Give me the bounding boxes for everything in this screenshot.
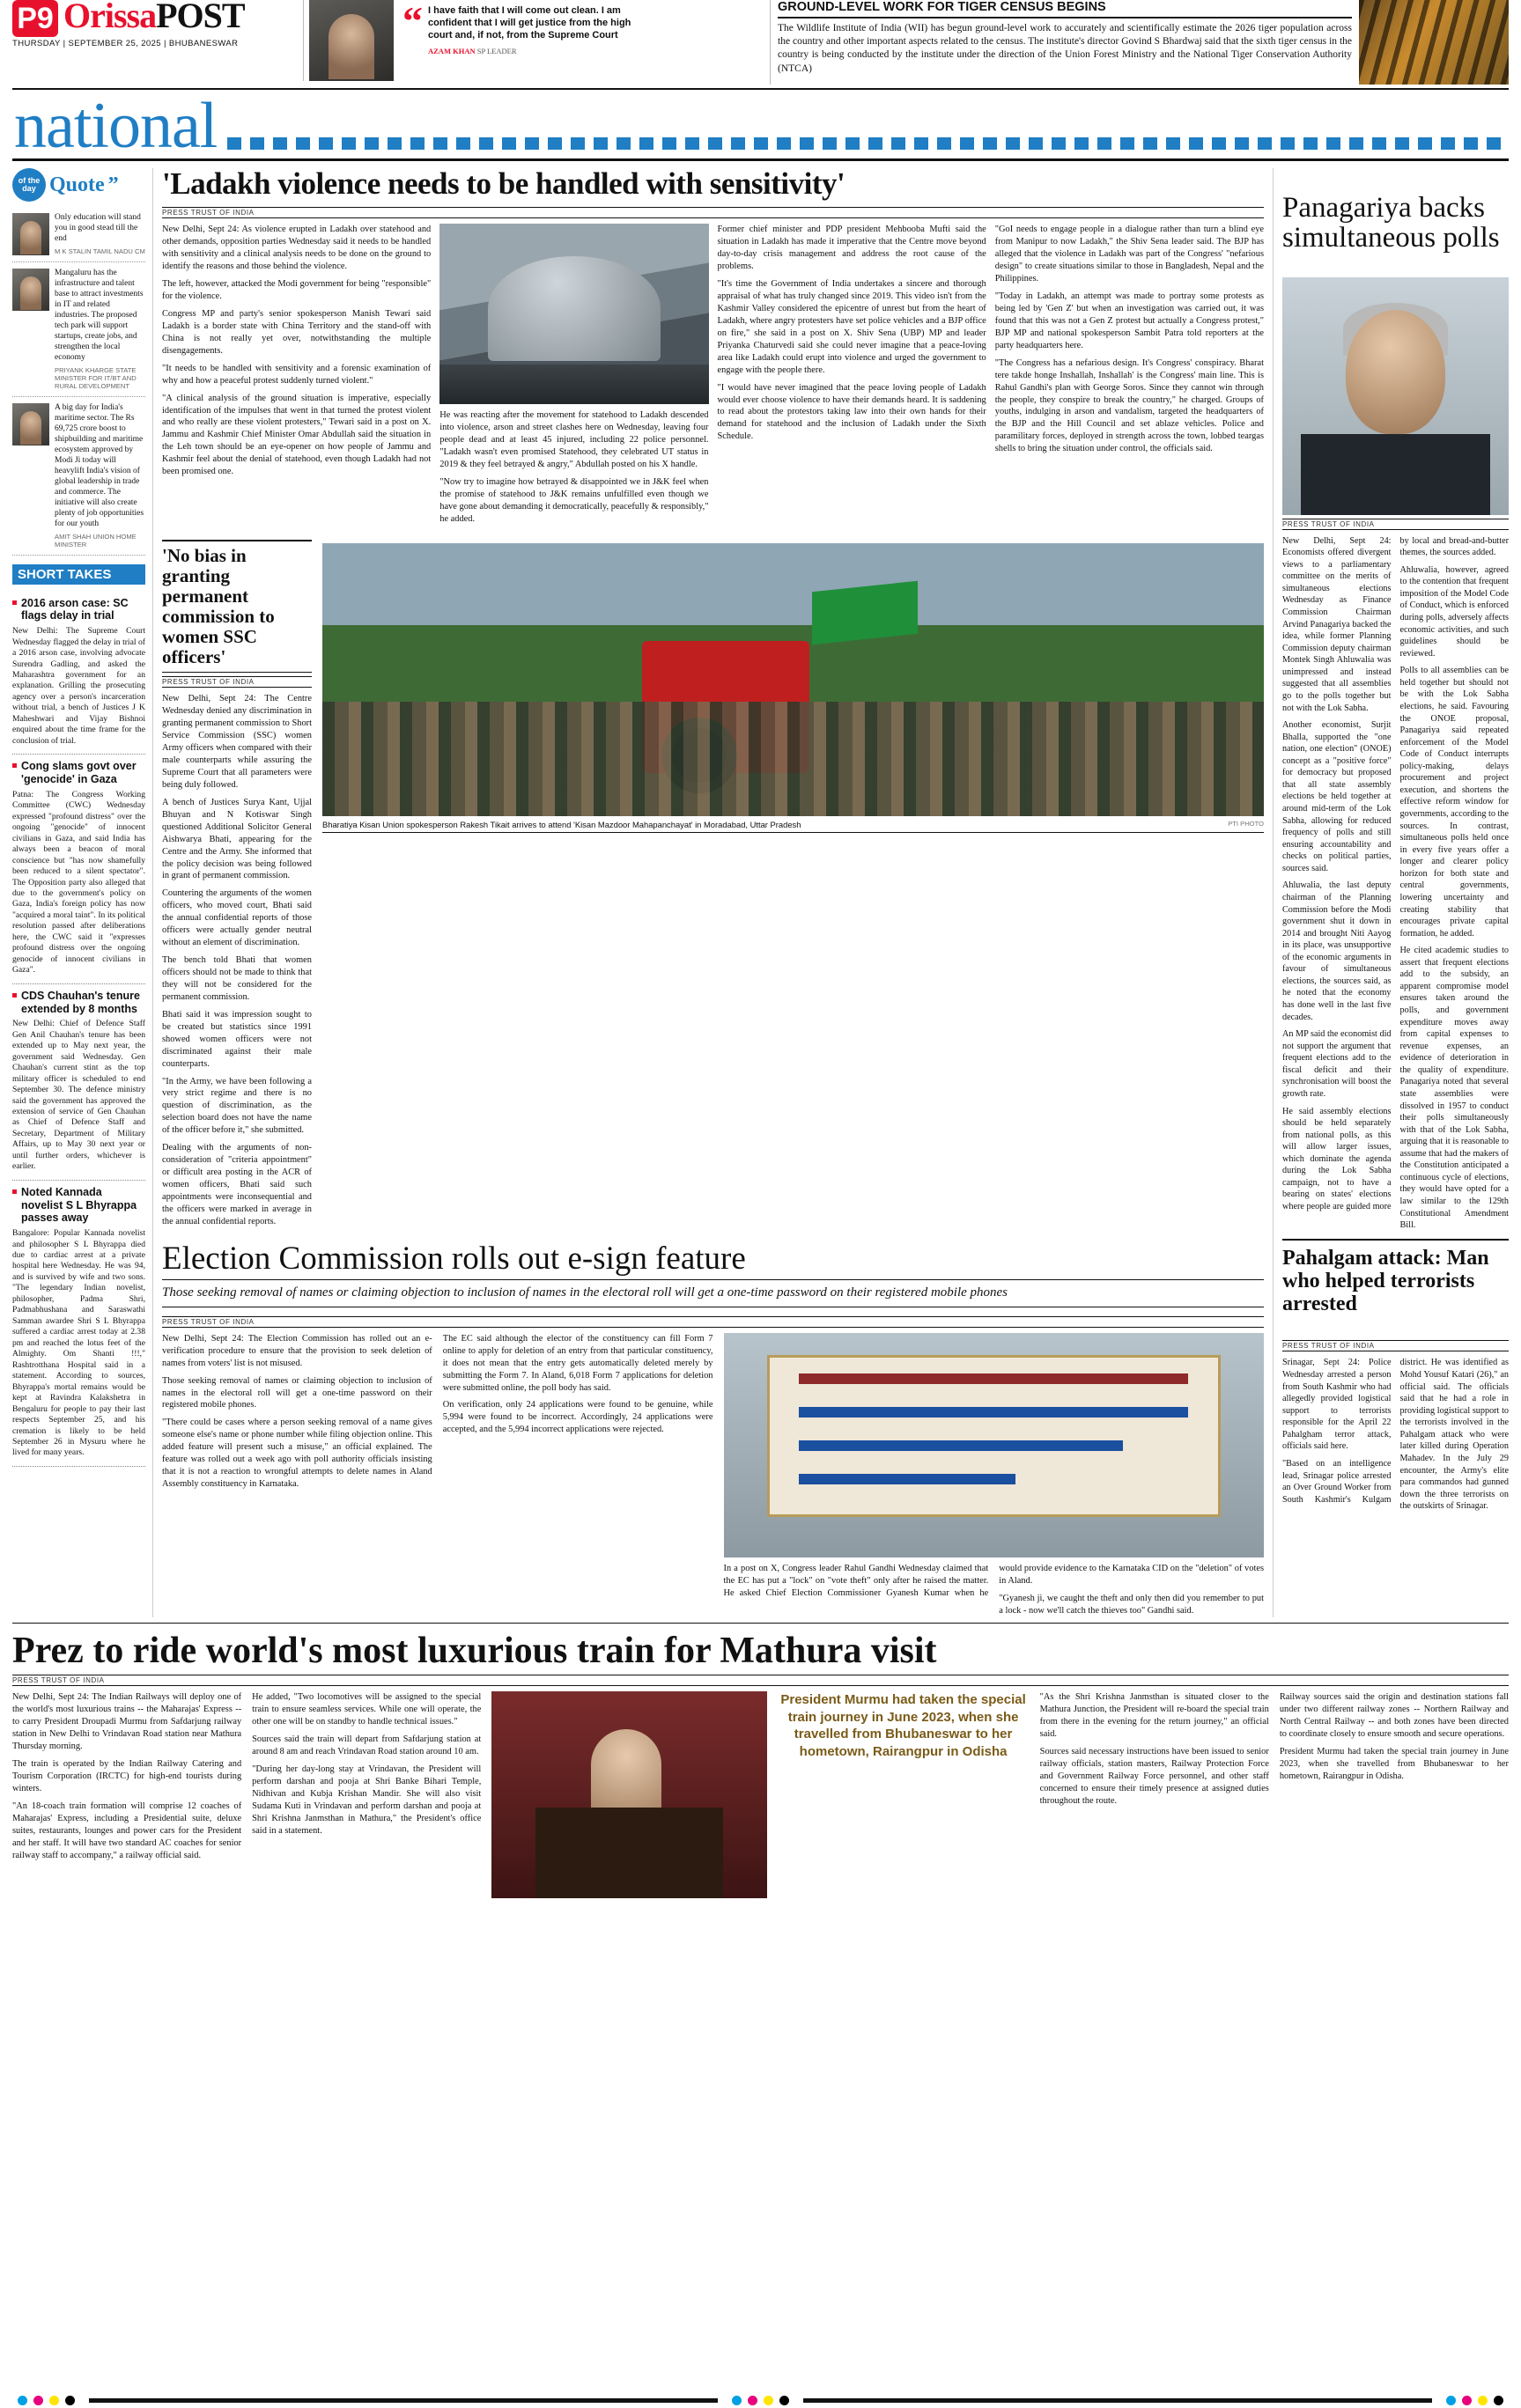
paragraph: Railway sources said the origin and destination stations fall under two different railway zones -- Northern Railway and North Central Railway -- and both zones have been directed to coordinate closely to ensure smooth and secure operations. [1279, 1692, 1509, 1740]
paragraph: "Gyanesh ji, we caught the theft and only then did you remember to put a lock - now we'll catch the thieves too" Gandhi said. [999, 1593, 1264, 1616]
ec-col-1 [162, 1333, 432, 1617]
quote-of-day-label1: of the [18, 175, 41, 185]
prez-col-1 [12, 1691, 241, 1898]
registration-dots-left [18, 2396, 75, 2405]
registration-bar [803, 2398, 1432, 2403]
paragraph: "In the Army, we have been following a very strict regime and there is no question of discrimination, as the selection board does not have the name of the officer before it," she submitted. [162, 1076, 312, 1136]
paragraph: New Delhi, Sept 24: Economists offered divergent views to a parliamentary committee on the merits of simultaneous elections Wednesday as Finance Commission Chairman Arvind Panagariya backed the idea, while former Planning Commission deputy chairman Montek Singh Ahluwalia was unimpressed and instead suggested that all assemblies go to the polls together but not with the Lok Sabha. [1282, 535, 1392, 713]
paragraph: "During her day-long stay at Vrindavan, the President will perform darshan and pooja at Shri Banke Bihari Temple, Nidhivan and Kubja Krishan Mandir. She will also visit Sudama Kuti in Vrindavan and perform darshan and pooja at Shri Krishna Janmsthan in Mathura," the President's office said in a statement. [252, 1764, 482, 1836]
publication-title-part2: POST [156, 0, 245, 35]
registration-bar [89, 2398, 718, 2403]
paragraph: "A clinical analysis of the ground situation is imperative, especially identification of the impulses that went in that turned the protest violent and who really are these violent protesters," Tewari said in a post on X. Jammu and Kashmir Chief Minister Omar Abdullah said the situation in the Leh town should be an eye-opener on how people of Jammu and Kashmir feel about the denial of statehood, even though Ladakh had not been promised one. [162, 393, 432, 477]
prez-story [12, 1623, 1509, 1899]
podium-shape [535, 1808, 722, 1898]
paragraph: He added, "Two locomotives will be assigned to the special train to ensure seamless services. While one will operate, the other one will be on standby to handle technical issues." [252, 1692, 482, 1727]
ssc-headline-box [162, 540, 312, 674]
cyan-dot-icon [732, 2396, 742, 2405]
ec-standfirst: Those seeking removal of names or claiming objection to inclusion of names in the electoral roll will get a one-time password on their registered mobile phones [162, 1279, 1264, 1307]
masthead-logo-block [12, 0, 303, 48]
prez-pullquote-block [778, 1691, 1030, 1898]
prez-byline: PRESS TRUST OF INDIA [12, 1675, 1509, 1686]
paragraph: "As the Shri Krishna Janmsthan is situated closer to the Mathura Junction, the President will re-board the special train from there in the evening for the return journey," an official said. [1039, 1692, 1269, 1740]
lead-story-body [162, 224, 1264, 530]
signboard-line-4 [799, 1474, 1015, 1484]
tiger-headline: GROUND-LEVEL WORK FOR TIGER CENSUS BEGINS [778, 0, 1352, 18]
divider [1282, 1239, 1509, 1241]
registration-dots-center [732, 2396, 789, 2405]
masthead-quote-attrib [428, 47, 639, 55]
quote-of-day-quotemark-icon: ” [107, 173, 119, 196]
signboard-line-2 [799, 1407, 1188, 1418]
tiger-census-box [770, 0, 1509, 85]
section-header [12, 90, 1509, 161]
tiger-body: The Wildlife Institute of India (WII) has begun ground-level work to accurately and scientifically estimate the 2026 tiger population across the country and other important aspects related to the census. The institute's director Govind S Bhardwaj said that the sixth tiger census in the country is being conducted by the institute under the direction of the Union Forest Ministry and the National Tiger Conservation Authority (NTCA) [778, 23, 1352, 74]
paragraph: New Delhi, Sept 24: The Indian Railways will deploy one of the world's most luxurious trains -- the Maharajas' Express -- to carry President Droupadi Murmu from Safdarjung railway station in New Delhi to Vrindavan Road station near Mathura Thursday morning. [12, 1692, 242, 1752]
paragraph: The train is operated by the Indian Railway Catering and Tourism Corporation (IRCTC) for high-end tourists during winters. [12, 1759, 242, 1793]
paragraph: Sources said necessary instructions have been issued to senior railway officials, station masters, Railway Protection Force and Government Railway Force personnel, and other staff concerned to ensure their timely presence at assigned duties throughout the route. [1039, 1747, 1269, 1806]
pahalgam-headline: Pahalgam attack: Man who helped terrorists arrested [1282, 1246, 1489, 1315]
ec-col-3 [724, 1563, 1265, 1617]
ssc-headline: 'No bias in granting permanent commission to women SSC officers' [162, 544, 275, 668]
ec-byline: PRESS TRUST OF INDIA [162, 1316, 1264, 1328]
tiger-photo [1359, 0, 1509, 85]
prez-col-4 [1040, 1691, 1269, 1898]
quote-source [55, 247, 145, 255]
avatar [12, 269, 49, 311]
short-takes-heading1: SHORT [18, 566, 64, 582]
masthead-quote-name: AZAM KHAN [428, 47, 476, 56]
paragraph: He was reacting after the movement for statehood to Ladakh descended into violence, arson and street clashes here on Wednesday, leaving four people dead and at least 45 injured, including 22 police personnel. "Ladakh wasn't even promised Statehood, they celebrated UT status in 2019 & they feel betrayed & angry," Abdullah posted on his X handle. [439, 410, 709, 470]
avatar [12, 213, 49, 255]
paragraph: "It's time the Government of India undertakes a sincere and thorough appraisal of what has truly changed since 2019. This video isn't from the Kashmir Valley considered the epicentre of unrest but from the heart of Ladakh, where angry protesters have set police vehicles and a BJP office on fire," she said in a post on X. Shiv Sena (UBP) MP and leader Priyanka Chaturvedi said she could never imagine that a peace-loving area like Ladakh could erupt into violence and urged the government to engage with the people there. [717, 279, 986, 375]
quote-of-day-label2: day [22, 184, 36, 194]
short-take-body: New Delhi: The Supreme Court Wednesday flagged the delay in trial of a 2016 arson case, involving advocate Surendra Gadling, and asked the Maharashtra government for an explanation. Grilling the prosecuting agency over a person's incarceration without trial, a bench of Justices J K Maheshwari and Vijay Bishnoi enquired about the time frame for the conclusion of trial. [12, 626, 145, 746]
lead-col-2 [439, 224, 708, 530]
short-takes-header [12, 564, 145, 585]
magenta-dot-icon [748, 2396, 757, 2405]
list-item [12, 1181, 145, 1467]
short-take-title: Noted Kannada novelist S L Bhyrappa passes away [12, 1186, 145, 1225]
short-take-title: 2016 arson case: SC flags delay in trial [12, 597, 145, 623]
short-take-body: New Delhi: Chief of Defence Staff Gen Anil Chauhan's tenure has been extended up to May next year, the government said Wednesday. Gen Chauhan's current stint as the top military officer is scheduled to end September 30. The defence ministry said the government has approved the extension of service of Gen Chauhan as Chief of Defence Staff and Secretary, Department of Military Affairs, up to May 30 next year or until further orders, whichever is earlier. [12, 1019, 145, 1172]
paragraph: Ahluwalia, however, agreed to the contention that frequent imposition of the Model Code of Conduct, which is enforced during polls, adversely affects economic activities, and such guidelines should be reviewed. [1399, 564, 1509, 659]
page-content [12, 168, 1509, 1616]
p9-logo: P9 [12, 0, 58, 37]
paragraph: "I would have never imagined that the peace loving people of Ladakh would ever choose violence to have their demands heard. It is saddening to read about the protestors taking law into their own hands for their demand for statehood and the inclusion of Ladakh under the Sixth Schedule. [717, 382, 986, 442]
masthead-dateline: THURSDAY | SEPTEMBER 25, 2025 | BHUBANESWAR [12, 39, 239, 48]
yellow-dot-icon [49, 2396, 59, 2405]
quote-of-day-header [12, 168, 145, 202]
center-column [153, 168, 1273, 1616]
paragraph: "Now try to imagine how betrayed & disappointed we in J&K feel when the promise of statehood to J&K remains unfulfilled even though we have gone about demanding it democratically, peacefully & responsibly," he added. [439, 477, 709, 524]
quote-of-day-word [49, 173, 105, 197]
short-take-body: Patna: The Congress Working Committee (CWC) Wednesday expressed "profound distress" over the ongoing "genocide" of innocent civilians in Gaza, and said India has always been a beacon of moral conscience but "has now shamefully been reduced to a silent spectator". The Opposition party also alleged that due to the government's policy on Gaza, India's foreign policy has now "acquired a moral taint". In its political resolution passed after deliberations here, the CWC said it "expresses profound distress over the ongoing genocide of innocent civilians in Gaza". [12, 789, 145, 976]
pahalgam-byline: PRESS TRUST OF INDIA [1282, 1340, 1509, 1351]
signboard-line-1 [799, 1373, 1188, 1384]
ec-col-2 [443, 1333, 713, 1617]
yellow-dot-icon [1478, 2396, 1488, 2405]
paragraph: New Delhi, Sept 24: The Election Commission has rolled out an e-verification procedure to ensure that the provision to seek deletion of names from voters' list is not misused. [162, 1333, 432, 1368]
paragraph: Srinagar, Sept 24: Police Wednesday arrested a person from South Kashmir who had allegedly provided logistical support to terrorists responsible for the April 22 Pahalgham terror attack, officials said here. [1282, 1358, 1392, 1452]
quote-text: Mangaluru has the infrastructure and talent base to attract investments in IT and related industries. The proposed tech park will support startups, create jobs, and strengthen the local economy [55, 269, 144, 363]
paragraph: Congress MP and party's senior spokesperson Manish Tewari said Ladakh is a border state with China Territory and the stand-off with China is not really yet over, notwithstanding the multiple disengagements. [162, 308, 432, 356]
paragraph: On verification, only 24 applications were found to be genuine, while 5,994 were found to be incorrect. Accordingly, 24 applications were accepted, and the 5,994 incorrect applications were rejected. [442, 1400, 713, 1435]
ssc-and-photo-row [162, 536, 1264, 1233]
right-rail [1273, 168, 1509, 1616]
paragraph: "GoI needs to engage people in a dialogue rather than turn a blind eye from Manipur to now Ladakh," the Shiv Sena leader said. The BJP has alleged that the violence in Ladakh was part of the Congress' "nefarious design" to create situations similar to those in Bangladesh, Nepal and the Philippines. [994, 225, 1264, 284]
cyan-dot-icon [1446, 2396, 1456, 2405]
black-dot-icon [65, 2396, 75, 2405]
registration-dots-right [1446, 2396, 1503, 2405]
paragraph: He said assembly elections should be held separately from national polls, as this will allow larger issues, which dominate the agenda during the Lok Sabha campaign, not to have a bearing on states' elections where people are guided more by local and bread-and-butter themes, the sources added. [1282, 535, 1509, 1212]
caption-text: Bharatiya Kisan Union spokesperson Rakesh Tikait arrives to attend 'Kisan Mazdoor Mahapanchayat' in Moradabad, Uttar Pradesh [322, 819, 801, 829]
paragraph: Sources said the train will depart from Safdarjung station at around 8 am and reach Vrindavan Road station around 10 am. [252, 1734, 482, 1757]
page-title: 'Ladakh violence needs to be handled with sensitivity' [162, 166, 845, 202]
masthead-quote-strip [303, 0, 770, 81]
ssc-body [162, 693, 312, 1227]
quote-text: A big day for India's maritime sector. The Rs 69,725 crore boost to shipbuilding and maritime ecosystem approved by Modi Ji today will heavylift India's vision of global leadership in trade and commerce. The initiative will also create plenty of job opportunities for our youth [55, 403, 144, 528]
crowd-shape [322, 702, 1264, 816]
publication-title-part1: Orissa [63, 0, 157, 35]
section-title: national [14, 90, 218, 162]
prez-col-5 [1280, 1691, 1509, 1898]
suit-shape [1301, 434, 1491, 515]
paragraph: Those seeking removal of names or claiming objection to inclusion of names in the electoral roll will get a one-time password on their registered mobile phones. [162, 1375, 432, 1410]
prez-photo-block [491, 1691, 766, 1898]
masthead [12, 0, 1509, 90]
ec-body-row [162, 1333, 1264, 1617]
prez-col-2 [252, 1691, 481, 1898]
quote-source [55, 533, 145, 549]
prez-body-row [12, 1691, 1509, 1898]
short-takes-heading2: TAKES [67, 566, 112, 582]
short-take-body: Bangalore: Popular Kannada novelist and philosopher S L Bhyrappa died due to cardiac arrest at a private hospital here Wednesday. He was 94, and is survived by wife and two sons. "The legendary Indian novelist, philosopher, Padma Shri, Padmabhushana and Saraswathi Samman awardee Shri S L Bhyrappa suffered a cardiac arrest today at 2.38 pm and reached the lotus feet of the Almighty. Om Shanti !!!," Rashtrotthana Hospital said in a statement. According to sources, Bhyrappa's mortal remains would be kept at Ravindra Kalakshetra in Bengaluru for people to pay their last respects September 25, and his cremation is likely to be held September 26 in Mysuru where he lived for many years. [12, 1228, 145, 1458]
paragraph: New Delhi, Sept 24: As violence erupted in Ladakh over statehood and other demands, opposition parties Wednesday said it needs to be handled with sensitivity and a clinical analysis needs to be done on the ground to identify the reasons and those behind the violence. [162, 225, 432, 272]
decorative-color-bar [227, 137, 1509, 150]
magenta-dot-icon [1462, 2396, 1472, 2405]
paragraph: The bench told Bhati that women officers should not be made to think that they will not be considered for the permanent commission. [162, 955, 312, 1002]
election-commission-signboard-photo [724, 1333, 1265, 1557]
prez-headline: Prez to ride world's most luxurious train for Mathura visit [12, 1630, 937, 1671]
list-item [12, 984, 145, 1181]
lead-col-1 [162, 224, 431, 530]
ssc-byline: PRESS TRUST OF INDIA [162, 676, 312, 688]
paragraph: "An 18-coach train formation will comprise 12 coaches of Maharajas' Express, including a Presidential suite, deluxe suites, restaurants, lounges and power cars for the President and her staff. It will have two standard AC coaches for senior railway staff to accompany," a railway official said. [12, 1800, 242, 1860]
black-dot-icon [779, 2396, 789, 2405]
paragraph: "Based on an intelligence lead, Srinagar police arrested an Over Ground Worker from South Kashmir's Kulgam district. He was identified as Mohd Yousuf Katari (26)," an official said. The officials said that he had a role in providing logistical support to the terrorists involved in the Pahalgam attack who were later killed during Operation Mahadev. In the July 29 encounter, the Army's elite para commandos had gunned down the three terrorists on the outskirts of Srinagar. [1282, 1358, 1509, 1512]
quote-source-role: UNION HOME MINISTER [55, 532, 137, 549]
paragraph: Former chief minister and PDP president Mehbooba Mufti said the situation in Ladakh has made it imperative that the Centre move beyond day-to-day crisis management and address the root cause of the problems. [717, 225, 986, 272]
masthead-quote-text: I have faith that I will come out clean. I am confident that I will get justice from the high court and, if not, from the Supreme Court [428, 5, 631, 41]
paragraph: "The Congress has a nefarious design. It's Congress' conspiracy. Bharat tere takde honge Inshallah, Inshallah' is the Congress' main line. This is Rahul Gandhi's plan with George Soros. Since they cannot win through the people, they conspire to break the country," he charged. Groups of youths, indulging in arson and vandalism, targeted the headquarters of the BJP and the Hill Council and set ablaze vehicles. Police and paramilitary forces, deployed in strength across the town, lobbed teargas shells to bring the situation under control, the officials said. [994, 357, 1264, 454]
lead-col-4 [995, 224, 1264, 530]
avatar [12, 403, 49, 446]
cyan-dot-icon [18, 2396, 27, 2405]
president-photo [491, 1691, 766, 1898]
quote-source-role: STATE MINISTER FOR IT/BT AND RURAL DEVELOPMENT [55, 366, 137, 391]
list-item [12, 207, 145, 262]
paragraph: The EC said although the elector of the constituency can fill Form 7 online to apply for deletion of an entry from that particular constituency, it does not mean that the entry gets automatically deleted merely by submitting the Form 7. In Aland, 6,018 Form 7 applications for deletion were submitted online, the poll body has said. [442, 1333, 713, 1393]
paragraph: "There could be cases where a person seeking removal of a name gives someone else's name or phone number while filing objection online. This added feature will present such a misuse," an official explained. The feature was rolled out a week ago with poll authority officials insisting that it is not a reaction to wrongful attempts to delete names in Aland Assembly constituency in Karnataka. [162, 1418, 432, 1490]
paragraph: Ahluwalia, the last deputy chairman of the Planning Commission before the Modi government shut it down in 2014 and brought Niti Aayog in its place, was unsupportive of the economic arguments in favour of simultaneous elections, the sources said, as he noted that the economy has done well in the last five decades. [1282, 880, 1392, 1022]
face-shape [1346, 310, 1445, 433]
quote-person-photo [309, 0, 394, 81]
paragraph: New Delhi, Sept 24: The Centre Wednesday denied any discrimination in granting permanent commission to Short Service Commission (SSC) women Army officers when compared with their male counterparts while assuring the Supreme Court that all parameters were being duly followed. [162, 694, 312, 790]
black-dot-icon [1494, 2396, 1503, 2405]
paragraph: "Today in Ladakh, an attempt was made to portray some protests as being led by 'Gen Z' but when an investigation was carried out, it was found that this was not a Gen Z protest but actually a Congress protest," BJP MP and national spokesperson Sambit Patra told reporters at the party headquarters here. [994, 291, 1264, 350]
magenta-dot-icon [33, 2396, 43, 2405]
tikait-photo-block [322, 536, 1264, 1233]
quote-source-name: AMIT SHAH [55, 532, 92, 541]
paragraph: Dealing with the arguments of non-consideration of "criteria appointment" or difficult area posting in the ACR of women officers, Bhati said such appointments were inconsequential and the officers were marked in average in the annual confidential reports. [162, 1143, 312, 1226]
short-take-title: Cong slams govt over 'genocide' in Gaza [12, 760, 145, 786]
masthead-quote-role: SP LEADER [476, 47, 517, 56]
ssc-story [162, 536, 312, 1233]
paragraph: Another economist, Surjit Bhalla, supported the "one nation, one election" (ONOE) concept as a "positive force" for democracy but proposed that all state assembly elections be held together at around mid-term of the Lok Sabha, allowing for reduced frequency of polls and still ensuring accountability and checks on political parties, sources said. [1282, 720, 1392, 873]
quote-mark-icon: “ [402, 0, 423, 43]
paragraph: Bhati said it was impression sought to be created but statistics since 1991 showed women officers were not discriminated against their male counterparts. [162, 1009, 312, 1069]
photo-caption [322, 816, 1264, 833]
photo-credit: PTI PHOTO [1228, 819, 1264, 828]
print-registration-footer [0, 2392, 1521, 2408]
left-rail [12, 168, 153, 1616]
paragraph: The left, however, attacked the Modi government for being "responsible" for the violence. [162, 279, 432, 302]
quote-text: Only education will stand you in good stead till the end [55, 213, 141, 244]
lead-col-3 [718, 224, 986, 530]
quote-of-day-badge [12, 168, 46, 202]
list-item [12, 262, 145, 397]
panagariya-body [1282, 535, 1509, 1232]
yellow-dot-icon [764, 2396, 773, 2405]
byline: PRESS TRUST OF INDIA [162, 207, 1264, 218]
ec-headline: Election Commission rolls out e-sign feature [162, 1240, 746, 1277]
quote-of-day-word-text: Quote [49, 173, 105, 196]
list-item [12, 755, 145, 983]
list-item [12, 592, 145, 755]
quote-source-name: M K STALIN [55, 247, 92, 256]
paragraph: An MP said the economist did not support the argument that frequent elections add to the fiscal deficit and their synchronisation will boost the growth rate. [1282, 1029, 1392, 1099]
publication-title [63, 0, 245, 36]
panagariya-headline: Panagariya backs simultaneous polls [1282, 191, 1500, 254]
panagariya-byline: PRESS TRUST OF INDIA [1282, 519, 1509, 530]
pahalgam-body [1282, 1357, 1509, 1512]
panagariya-photo [1282, 277, 1509, 515]
flag-shape [812, 581, 918, 645]
pull-quote: President Murmu had taken the special train journey in June 2023, when she travelled from Bhubaneswar to her hometown, Rairangpur in Odisha [780, 1692, 1026, 1759]
list-item [12, 397, 145, 556]
paragraph: "It needs to be handled with sensitivity and a forensic examination of why and how a peaceful protest suddenly turned violent." [162, 363, 432, 386]
paragraph: Polls to all assemblies can be held together but should not be with the Lok Sabha elections, he said. Favouring the ONOE proposal, Panagariya said repeated enforcement of the Model Code of Conduct interrupts policy-making, delays procurement and project execution, and shortens the effective reform window for governments, according to the sources. In contrast, simultaneous polls held once in every five years offer a longer and clearer policy horizon for both state and central governments, lowering uncertainty and creating stability that encourages private capital formation, he added. [1399, 666, 1509, 939]
quote-source-role: TAMIL NADU CM [92, 247, 145, 256]
paragraph: In a post on X, Congress leader Rahul Gandhi Wednesday claimed that the EC has put a "lock" on "vote theft" only after he raised the matter. He asked Chief Election Commissioner Gyanesh Kumar when he would provide evidence to the Karnataka CID on the "deletion" of votes in Aland. [723, 1563, 1264, 1598]
paragraph: A bench of Justices Surya Kant, Ujjal Bhuyan and N Kotiswar Singh questioned Additional Solicitor General Aishwarya Bhati, appearing for the Centre and the Army. She informed that the policy decision was being followed in grant of permanent commission. [162, 797, 312, 881]
paragraph: President Murmu had taken the special train journey in June 2023, when she travelled from Bhubaneswar to her hometown, Rairangpur in Odisha. [1279, 1747, 1509, 1781]
paragraph: He cited academic studies to assert that frequent elections add to the subsidy, an apparent compromise model ensures taken around the polls, and government expenditure moves away from capital expenses to revenue expenses, an evidence of deterioration in the quality of expenditure. Panagariya noted that several state assemblies were dissolved in 1957 to conduct their polls simultaneously with that of the Lok Sabha, arguing that it is reasonable to assume that had the makers of the Constitution anticipated a continuous cycle of elections, they would have opted for a law similar to the 129th Constitutional Amendment Bill. [1399, 946, 1509, 1231]
short-take-title: CDS Chauhan's tenure extended by 8 months [12, 990, 145, 1016]
divider [12, 1623, 1509, 1624]
signboard-line-3 [799, 1440, 1123, 1451]
paragraph: Countering the arguments of the women officers, who moved court, Bhati said the annual confidential reports of those officers were actually gender neutral without an element of discrimination. [162, 888, 312, 948]
tikait-photo [322, 543, 1264, 816]
ladakh-photo [439, 224, 708, 404]
ec-photo-block [724, 1333, 1265, 1617]
quote-source-name: PRIYANK KHARGE [55, 366, 114, 375]
quote-source [55, 366, 145, 390]
